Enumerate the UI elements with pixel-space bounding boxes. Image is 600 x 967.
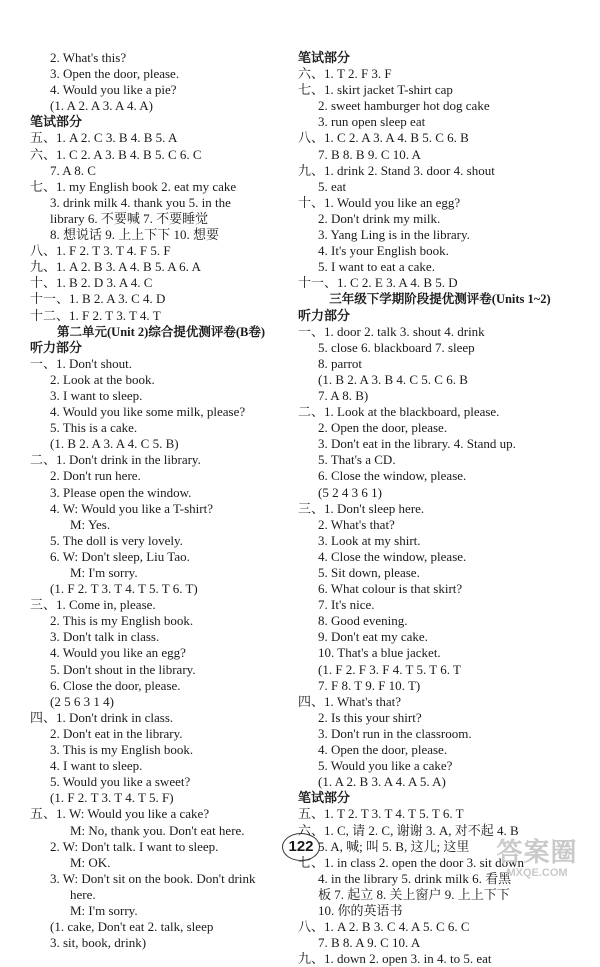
- answer-line: 六、1. C 2. A 3. B 4. B 5. C 6. C: [30, 146, 202, 162]
- answer-line: (1. A 2. B 3. A 4. A 5. A): [318, 774, 446, 790]
- answer-line: 3. This is my English book.: [50, 742, 194, 758]
- answer-line: library 6. 不要喊 7. 不要睡觉: [50, 210, 209, 226]
- answer-line: (1. A 2. A 3. A 4. A): [50, 98, 153, 114]
- answer-line: 4. I want to sleep.: [50, 758, 143, 774]
- answer-line: 二、1. Don't drink in the library.: [30, 452, 201, 468]
- answer-line: 5. A, 喊; 叫 5. B, 这儿; 这里: [318, 838, 470, 854]
- answer-line: 五、1. W: Would you like a cake?: [30, 806, 210, 822]
- answer-line: 三、1. Come in, please.: [30, 597, 156, 613]
- answer-line: 3. Don't eat in the library. 4. Stand up.: [318, 436, 516, 452]
- answer-line: 3. Look at my shirt.: [318, 532, 421, 548]
- answer-line: 6. W: Don't sleep, Liu Tao.: [50, 548, 190, 564]
- answer-line: 六、1. C, 请 2. C, 谢谢 3. A, 对不起 4. B: [298, 822, 519, 838]
- answer-line: 2. This is my English book.: [50, 613, 194, 629]
- answer-line: 10. That's a blue jacket.: [318, 645, 441, 661]
- answer-line: (1. B 2. A 3. B 4. C 5. C 6. B: [318, 371, 468, 387]
- answer-line: 四、1. Don't drink in class.: [30, 709, 174, 725]
- watermark-sub-text: MXQE.COM: [506, 867, 568, 879]
- answer-line: M: I'm sorry.: [70, 565, 138, 580]
- answer-line: 五、1. T 2. T 3. T 4. T 5. T 6. T: [298, 806, 464, 822]
- answer-line: 九、1. A 2. B 3. A 4. B 5. A 6. A: [30, 259, 201, 275]
- answer-line: 3. Open the door, please.: [50, 66, 180, 82]
- section-title: 第二单元(Unit 2)综合提优测评卷(B卷): [57, 324, 265, 339]
- answer-line: 6. Close the window, please.: [318, 468, 467, 484]
- answer-line: (1. F 2. T 3. T 4. T 5. T 6. T): [50, 581, 198, 597]
- answer-line: 七、1. in class 2. open the door 3. sit down: [298, 854, 525, 870]
- answer-line: 2. Don't drink my milk.: [318, 210, 441, 226]
- answer-line: 十、1. Would you like an egg?: [298, 194, 461, 210]
- answer-line: 十、1. B 2. D 3. A 4. C: [30, 275, 153, 291]
- page-number: 122: [282, 833, 320, 861]
- answer-line: 5. Would you like a sweet?: [50, 774, 191, 790]
- answer-line: 3. Don't run in the classroom.: [318, 725, 472, 741]
- section-heading: 笔试部分: [298, 790, 351, 806]
- answer-line: 八、1. A 2. B 3. C 4. A 5. C 6. C: [298, 919, 470, 935]
- answer-line: 9. Don't eat my cake.: [318, 629, 428, 645]
- answer-line: 2. Is this your shirt?: [318, 709, 422, 725]
- answer-line: (5 2 4 3 6 1): [318, 484, 382, 500]
- answer-line: 7. A 8. B): [318, 387, 369, 403]
- answer-line: 2. sweet hamburger hot dog cake: [318, 98, 490, 114]
- answer-line: 4. It's your English book.: [318, 243, 449, 259]
- answer-line: (1. B 2. A 3. A 4. C 5. B): [50, 436, 179, 452]
- answer-line: 3. W: Don't sit on the book. Don't drink: [50, 870, 256, 886]
- answer-line: 4. Would you like a pie?: [50, 82, 177, 98]
- answer-line: 3. Please open the window.: [50, 484, 192, 500]
- answer-line: 5. I want to eat a cake.: [318, 259, 435, 275]
- answer-line: 十二、1. F 2. T 3. T 4. T: [30, 307, 161, 323]
- answer-line: M: I'm sorry.: [70, 902, 138, 918]
- answer-line: 6. What colour is that skirt?: [318, 581, 463, 597]
- answer-line: 2. What's this?: [50, 50, 127, 65]
- answer-line: 7. A 8. C: [50, 162, 96, 178]
- answer-line: 四、1. What's that?: [298, 693, 402, 709]
- answer-line: 7. It's nice.: [318, 597, 375, 613]
- answer-line: 3. drink milk 4. thank you 5. in the: [50, 194, 231, 210]
- answer-column-right: [298, 50, 582, 967]
- answer-line: 3. Yang Ling is in the library.: [318, 227, 470, 243]
- answer-line: 5. Don't shout in the library.: [50, 661, 196, 677]
- answer-line: 八、1. C 2. A 3. A 4. B 5. C 6. B: [298, 130, 469, 146]
- section-heading: 听力部分: [30, 339, 83, 355]
- answer-line: 7. F 8. T 9. F 10. T): [318, 677, 421, 693]
- answer-line: 5. That's a CD.: [318, 452, 396, 468]
- answer-line: 九、1. drink 2. Stand 3. door 4. shout: [298, 162, 495, 178]
- answer-line: 一、1. Don't shout.: [30, 355, 133, 371]
- answer-line: M: No, thank you. Don't eat here.: [70, 822, 245, 838]
- answer-line: 五、1. A 2. C 3. B 4. B 5. A: [30, 130, 178, 146]
- answer-line: 7. B 8. B 9. C 10. A: [318, 146, 421, 162]
- answer-line: 8. Good evening.: [318, 613, 408, 629]
- answer-line: 3. sit, book, drink): [50, 935, 147, 951]
- answer-line: 3. run open sleep eat: [318, 114, 426, 130]
- answer-line: 4. Would you like an egg?: [50, 645, 186, 661]
- answer-line: 3. Don't talk in class.: [50, 629, 160, 645]
- watermark-main-text: 答案圈: [496, 837, 578, 867]
- answer-line: 5. This is a cake.: [50, 420, 138, 436]
- answer-line: M: OK.: [70, 854, 111, 870]
- answer-line: 7. B 8. A 9. C 10. A: [318, 935, 421, 951]
- section-title: 三年级下学期阶段提优测评卷(Units 1~2): [329, 292, 551, 307]
- answer-line: (1. F 2. F 3. F 4. T 5. T 6. T: [318, 661, 461, 677]
- answer-line: 8. parrot: [318, 355, 363, 371]
- answer-line: 七、1. my English book 2. eat my cake: [30, 178, 237, 194]
- answer-line: 10. 你的英语书: [318, 902, 403, 918]
- answer-line: 2. Don't run here.: [50, 468, 141, 484]
- answer-line: (2 5 6 3 1 4): [50, 693, 114, 709]
- section-heading: 笔试部分: [298, 50, 351, 65]
- answer-line: 三、1. Don't sleep here.: [298, 500, 425, 516]
- answer-line: 2. Don't eat in the library.: [50, 725, 183, 741]
- answer-line: 2. W: Don't talk. I want to sleep.: [50, 838, 219, 854]
- answer-line: 八、1. F 2. T 3. T 4. F 5. F: [30, 243, 171, 259]
- watermark-logo: [482, 838, 592, 882]
- section-heading: 听力部分: [298, 307, 351, 323]
- answer-line: 4. Would you like some milk, please?: [50, 404, 246, 420]
- answer-line: 4. Open the door, please.: [318, 742, 448, 758]
- section-heading: 笔试部分: [30, 114, 83, 130]
- answer-line: 2. Open the door, please.: [318, 420, 448, 436]
- answer-line: 十一、1. B 2. A 3. C 4. D: [30, 291, 166, 307]
- answer-line: (1. cake, Don't eat 2. talk, sleep: [50, 919, 214, 935]
- answer-line: 4. Close the window, please.: [318, 548, 467, 564]
- answer-line: 十一、1. C 2. E 3. A 4. B 5. D: [298, 275, 458, 291]
- answer-line: 5. close 6. blackboard 7. sleep: [318, 339, 475, 355]
- answer-line: 七、1. skirt jacket T-shirt cap: [298, 82, 453, 98]
- answer-line: here.: [70, 886, 96, 902]
- answer-line: 5. eat: [318, 178, 347, 194]
- answer-line: 九、1. down 2. open 3. in 4. to 5. eat: [298, 951, 492, 967]
- answer-line: 3. I want to sleep.: [50, 387, 143, 403]
- answer-line: 2. Look at the book.: [50, 371, 155, 387]
- answer-line: 5. Sit down, please.: [318, 565, 420, 580]
- answer-line: 4. W: Would you like a T-shirt?: [50, 500, 214, 516]
- answer-line: 5. The doll is very lovely.: [50, 532, 183, 548]
- answer-column-left: [30, 50, 292, 951]
- answer-line: 2. What's that?: [318, 516, 395, 532]
- answer-line: 板 7. 起立 8. 关上窗户 9. 上上下下: [318, 886, 510, 902]
- answer-line: 二、1. Look at the blackboard, please.: [298, 404, 500, 420]
- answer-line: 4. in the library 5. drink milk 6. 看黑: [318, 870, 512, 886]
- answer-line: 6. Close the door, please.: [50, 677, 181, 693]
- answer-line: 8. 想说话 9. 上上下下 10. 想要: [50, 227, 220, 243]
- answer-line: 六、1. T 2. F 3. F: [298, 66, 392, 82]
- answer-line: 5. Would you like a cake?: [318, 758, 453, 774]
- answer-line: M: Yes.: [70, 516, 111, 532]
- answer-line: 一、1. door 2. talk 3. shout 4. drink: [298, 323, 485, 339]
- answer-line: (1. F 2. T 3. T 4. T 5. F): [50, 790, 174, 806]
